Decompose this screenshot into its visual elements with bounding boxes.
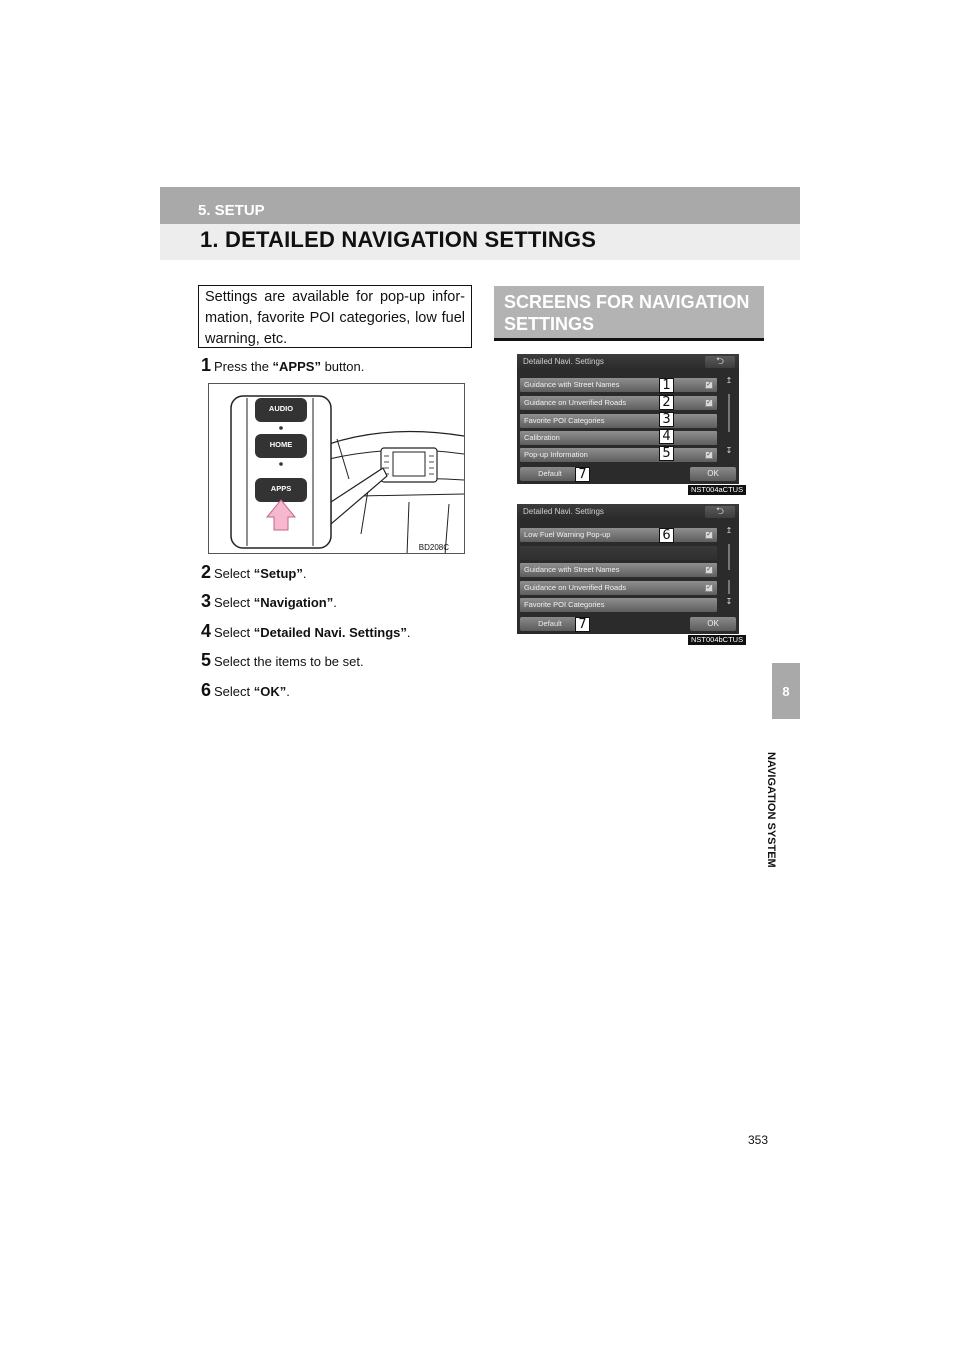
ok-button[interactable]: OK xyxy=(690,617,736,631)
chapter-label: NAVIGATION SYSTEM xyxy=(765,752,777,868)
page-title: 1. DETAILED NAVIGATION SETTINGS xyxy=(200,227,597,252)
row-favorite-poi[interactable]: Favorite POI Categories xyxy=(520,414,717,428)
intro-box: Settings are available for pop-up infor-mation, favorite POI categories, low fuel warning, etc. xyxy=(198,285,472,348)
scrollbar[interactable] xyxy=(728,394,730,432)
section-label: 5. SETUP xyxy=(198,202,265,219)
step-number: 2 xyxy=(201,562,212,582)
row-popup-information[interactable]: Pop-up Information ✓ xyxy=(520,448,717,462)
dashboard-illustration xyxy=(209,384,465,554)
apps-button-label: APPS xyxy=(270,484,292,493)
screen-1-code: NST004aCTUS xyxy=(688,485,746,495)
checkbox[interactable]: ✓ xyxy=(706,451,712,458)
row-low-fuel-warning[interactable]: Low Fuel Warning Pop-up ✓ xyxy=(520,528,717,542)
step-3: 3 Select “Navigation”. xyxy=(201,591,337,611)
step-5: 5 Select the items to be set. xyxy=(201,650,364,670)
row-spacer xyxy=(520,546,717,560)
scrollbar-lower[interactable] xyxy=(728,580,730,594)
apps-button-illustration xyxy=(208,383,465,554)
checkbox[interactable]: ✓ xyxy=(706,584,712,591)
step-number: 1 xyxy=(201,355,212,375)
step-number: 6 xyxy=(201,680,212,700)
back-button[interactable] xyxy=(705,506,735,518)
scroll-up-icon[interactable]: ↥ xyxy=(725,376,733,385)
back-arrow-icon: ⮌ xyxy=(715,506,724,517)
checkbox[interactable]: ✓ xyxy=(706,566,712,573)
checkbox[interactable]: ✓ xyxy=(706,531,712,538)
callout-4: 4 xyxy=(659,429,674,444)
screen-title: Detailed Navi. Settings xyxy=(517,504,739,520)
step-number: 5 xyxy=(201,650,212,670)
checkbox[interactable]: ✓ xyxy=(706,381,712,388)
figure-code: BD208C xyxy=(418,543,449,552)
chapter-tab: 8 xyxy=(772,663,800,719)
screens-heading: SCREENS FOR NAVIGATION SETTINGS xyxy=(494,286,764,341)
detailed-navi-settings-screen-1 xyxy=(517,354,739,484)
callout-6: 6 xyxy=(659,528,674,543)
callout-7: 7 xyxy=(575,467,590,482)
screen-2-code: NST004bCTUS xyxy=(688,635,746,645)
step-1: 1 Press the “APPS” button. xyxy=(201,355,365,375)
scroll-down-icon[interactable]: ↧ xyxy=(725,446,733,455)
callout-7: 7 xyxy=(575,617,590,632)
default-button[interactable]: Default xyxy=(520,617,580,631)
step-number: 3 xyxy=(201,591,212,611)
detailed-navi-settings-screen-2 xyxy=(517,504,739,634)
back-arrow-icon: ⮌ xyxy=(715,356,724,367)
step-4: 4 Select “Detailed Navi. Settings”. xyxy=(201,621,411,641)
callout-3: 3 xyxy=(659,412,674,427)
scroll-up-icon[interactable]: ↥ xyxy=(725,526,733,535)
callout-2: 2 xyxy=(659,395,674,410)
row-guidance-unverified-roads[interactable]: Guidance on Unverified Roads ✓ xyxy=(520,581,717,595)
back-button[interactable] xyxy=(705,356,735,368)
row-guidance-unverified-roads[interactable]: Guidance on Unverified Roads ✓ xyxy=(520,396,717,410)
screen-title: Detailed Navi. Settings xyxy=(517,354,739,370)
row-calibration[interactable]: Calibration xyxy=(520,431,717,445)
ok-button[interactable]: OK xyxy=(690,467,736,481)
step-2: 2 Select “Setup”. xyxy=(201,562,307,582)
row-guidance-street-names[interactable]: Guidance with Street Names ✓ xyxy=(520,378,717,392)
step-number: 4 xyxy=(201,621,212,641)
callout-5: 5 xyxy=(659,446,674,461)
row-favorite-poi[interactable]: Favorite POI Categories xyxy=(520,598,717,612)
scroll-down-icon[interactable]: ↧ xyxy=(725,597,733,606)
callout-1: 1 xyxy=(659,378,674,393)
step-6: 6 Select “OK”. xyxy=(201,680,290,700)
checkbox[interactable]: ✓ xyxy=(706,399,712,406)
audio-button-label: AUDIO xyxy=(268,404,294,413)
home-button-label: HOME xyxy=(269,440,293,449)
page-number: 353 xyxy=(748,1133,769,1147)
scrollbar[interactable] xyxy=(728,544,730,570)
row-guidance-street-names[interactable]: Guidance with Street Names ✓ xyxy=(520,563,717,577)
default-button[interactable]: Default xyxy=(520,467,580,481)
